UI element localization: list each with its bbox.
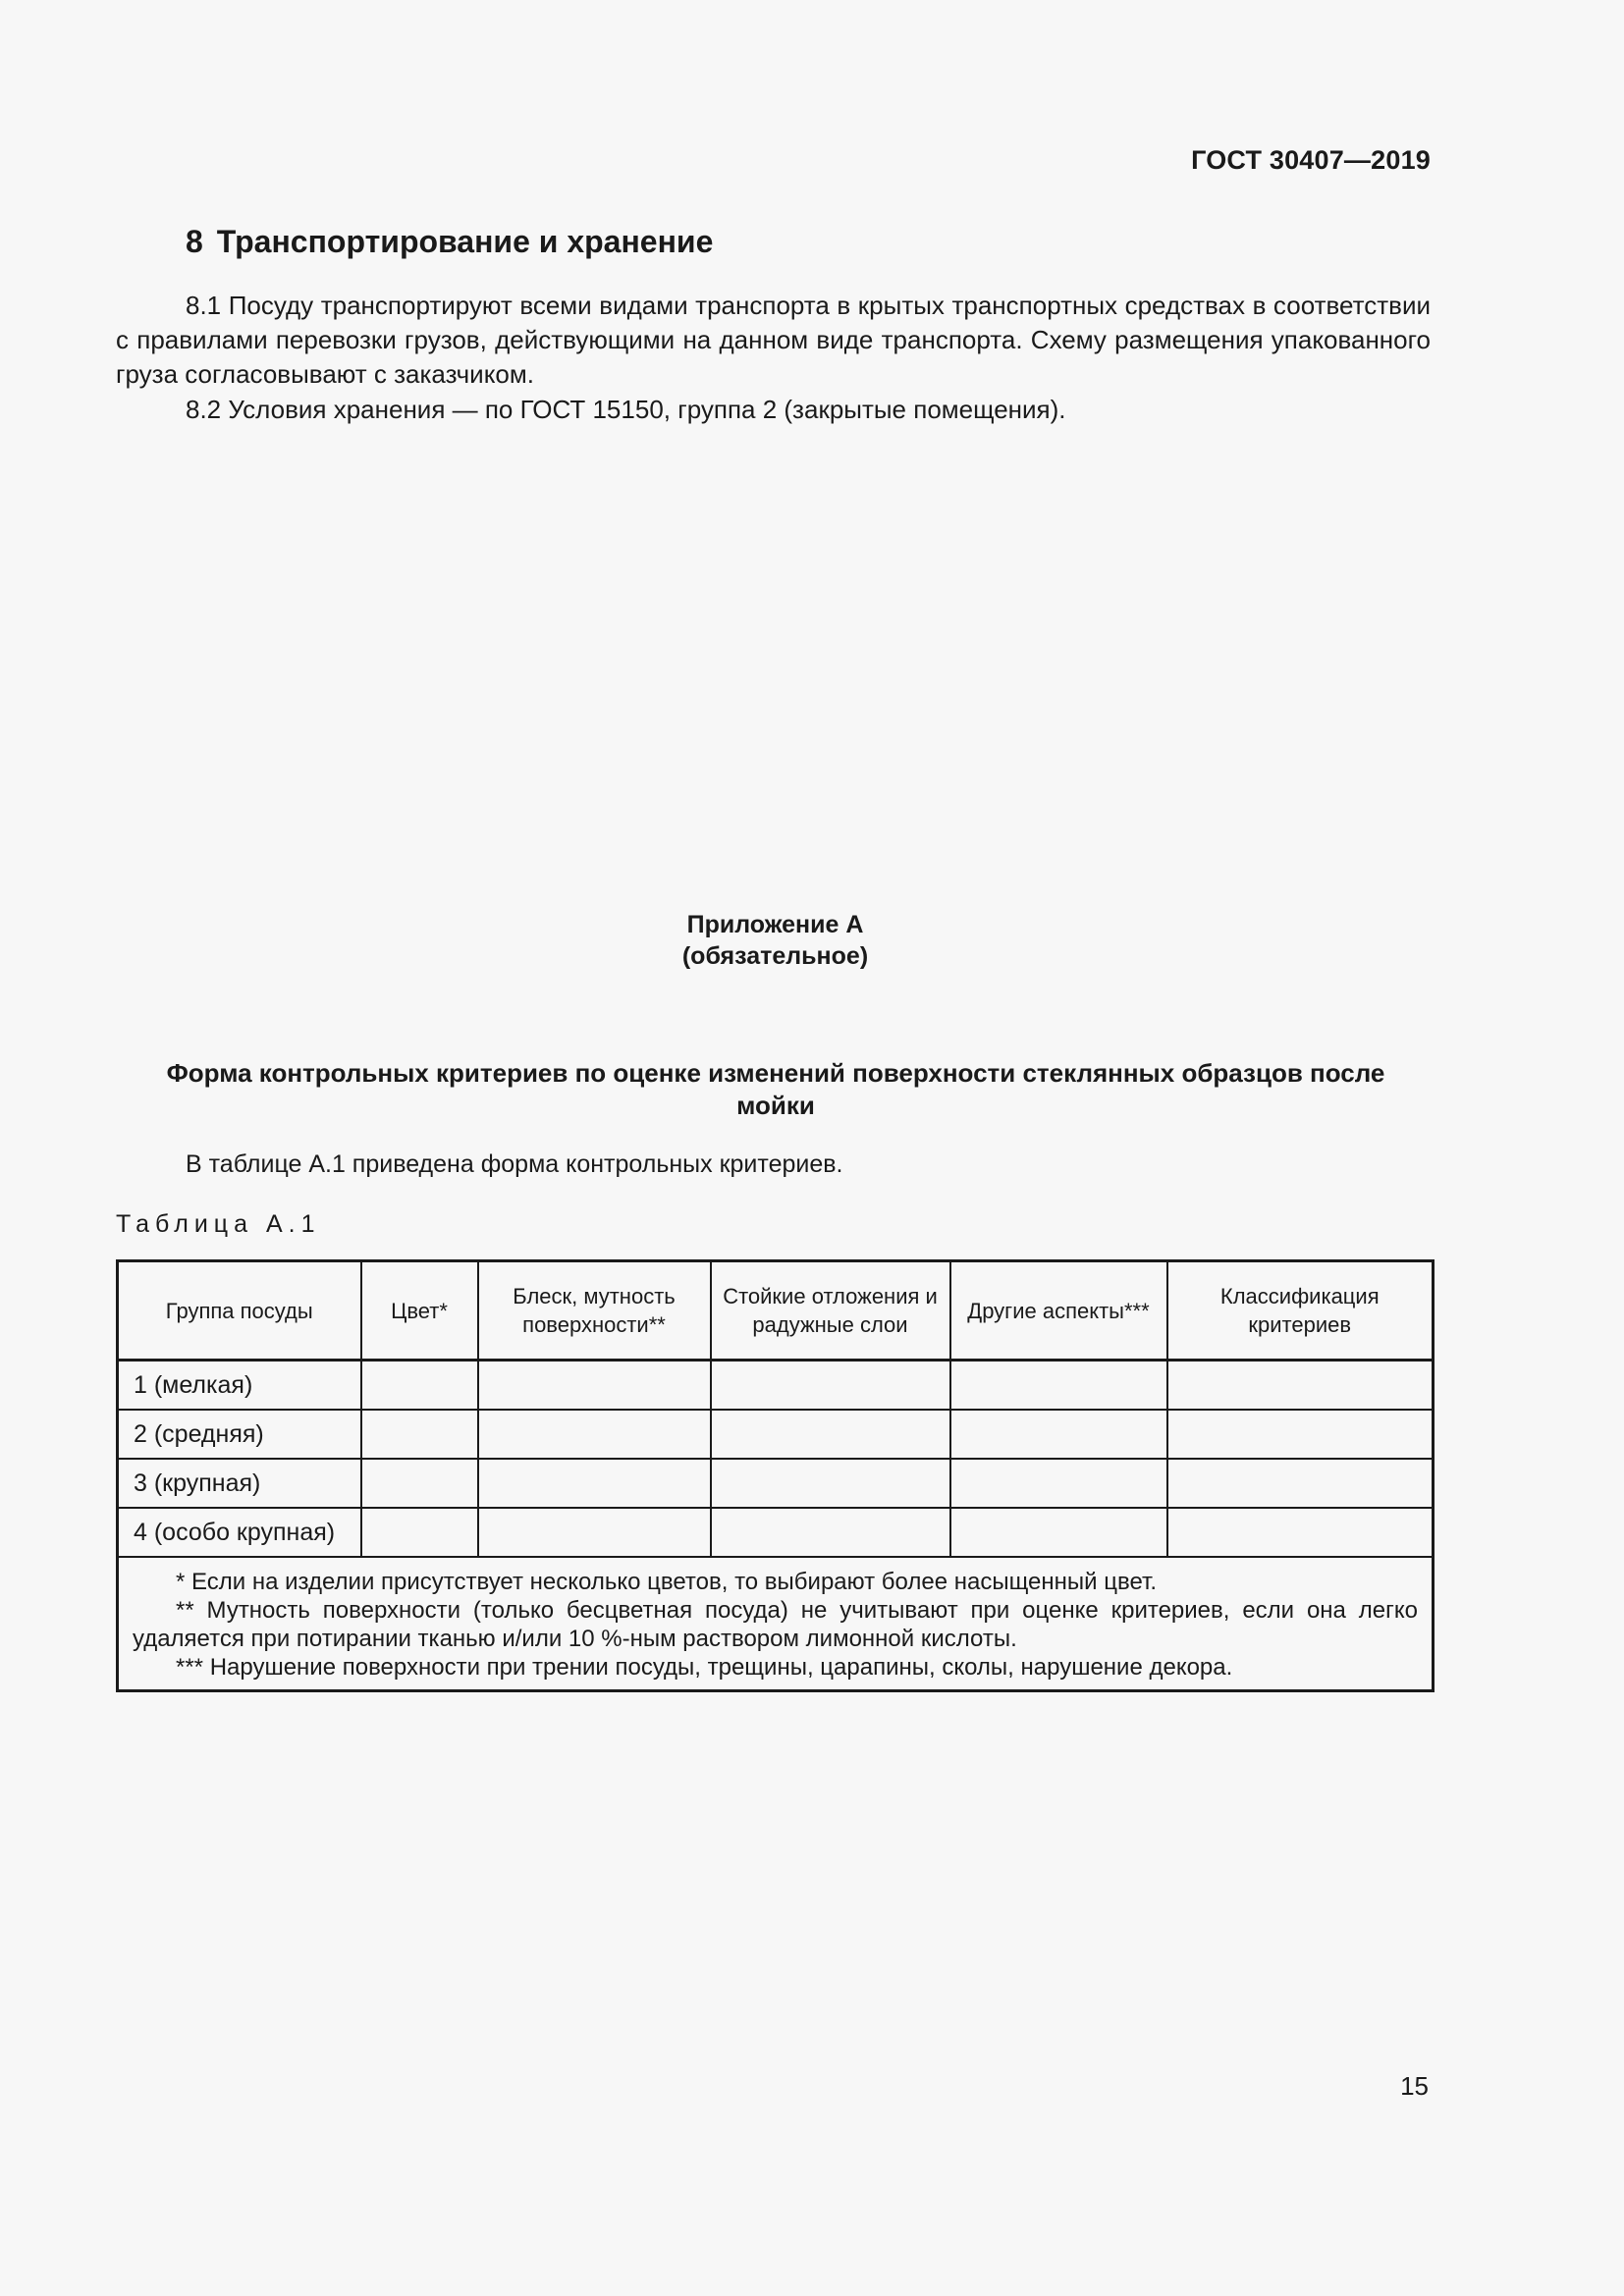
table-header-row [118, 1261, 1434, 1361]
table-cell [711, 1508, 950, 1557]
header-gloss: Блеск, мутность поверхности** [478, 1261, 711, 1361]
header-other: Другие аспекты*** [950, 1261, 1167, 1361]
table-caption: Таблица А.1 [116, 1210, 321, 1238]
appendix-title: Форма контрольных критериев по оценке изменений поверхности стеклянных образцов после мойки [166, 1058, 1385, 1120]
table-cell [711, 1361, 950, 1411]
table-cell [478, 1508, 711, 1557]
table-cell [1167, 1361, 1434, 1411]
table-cell [711, 1410, 950, 1459]
section-title [186, 224, 713, 260]
paragraph-8-2: 8.2 Условия хранения — по ГОСТ 15150, группа 2 (закрытые помещения). [186, 395, 1066, 424]
appendix-status: (обязательное) [681, 942, 869, 970]
table-row [118, 1361, 1434, 1411]
table-note-2: ** Мутность поверхности (только бесцветная посуда) не учитывают при оценке критериев, если она легко удаляется при потирании тканью и/или 10 %-ным раствором лимонной кислоты. [133, 1597, 1418, 1652]
table-cell [361, 1361, 478, 1411]
paragraph-8-1: 8.1 Посуду транспортируют всеми видами транспорта в крытых транспортных средствах в соответствии с правилами перевозки грузов, действующими на данном виде транспорта. Схему размещения упакованного груза согласовывают с заказчиком. [116, 291, 1431, 389]
table-cell [478, 1459, 711, 1508]
table-cell [361, 1459, 478, 1508]
table-cell [478, 1410, 711, 1459]
table-cell [1167, 1459, 1434, 1508]
row-group-label: 2 (средняя) [118, 1410, 361, 1459]
header-deposits: Стойкие отложения и радужные слои [711, 1261, 950, 1361]
table-cell [478, 1361, 711, 1411]
table-notes [118, 1557, 1434, 1691]
table-cell [950, 1410, 1167, 1459]
appendix-label: Приложение А [686, 911, 864, 938]
header-color: Цвет* [361, 1261, 478, 1361]
appendix-heading [0, 909, 1550, 972]
table-notes-row [118, 1557, 1434, 1691]
table-cell [1167, 1410, 1434, 1459]
table-cell [950, 1459, 1167, 1508]
table-row [118, 1459, 1434, 1508]
header-group: Группа посуды [118, 1261, 361, 1361]
row-group-label: 1 (мелкая) [118, 1361, 361, 1411]
table-note-3: *** Нарушение поверхности при трении посуды, трещины, царапины, сколы, нарушение декора. [176, 1654, 1233, 1681]
table-cell [361, 1508, 478, 1557]
header-classification: Классификация критериев [1167, 1261, 1434, 1361]
row-group-label: 4 (особо крупная) [118, 1508, 361, 1557]
table-cell [361, 1410, 478, 1459]
table-cell [711, 1459, 950, 1508]
section-number: 8 [186, 224, 203, 259]
section-title-text: Транспортирование и хранение [216, 224, 714, 259]
table-note-1: * Если на изделии присутствует несколько цветов, то выбирают более насыщенный цвет. [176, 1569, 1157, 1595]
table-cell [950, 1361, 1167, 1411]
table-row [118, 1410, 1434, 1459]
appendix-intro: В таблице А.1 приведена форма контрольных критериев. [186, 1150, 843, 1178]
criteria-table [116, 1259, 1435, 1692]
table-cell [1167, 1508, 1434, 1557]
table-cell [950, 1508, 1167, 1557]
document-header-id: ГОСТ 30407—2019 [1191, 145, 1431, 175]
page-number: 15 [1400, 2071, 1429, 2101]
table-row [118, 1508, 1434, 1557]
row-group-label: 3 (крупная) [118, 1459, 361, 1508]
